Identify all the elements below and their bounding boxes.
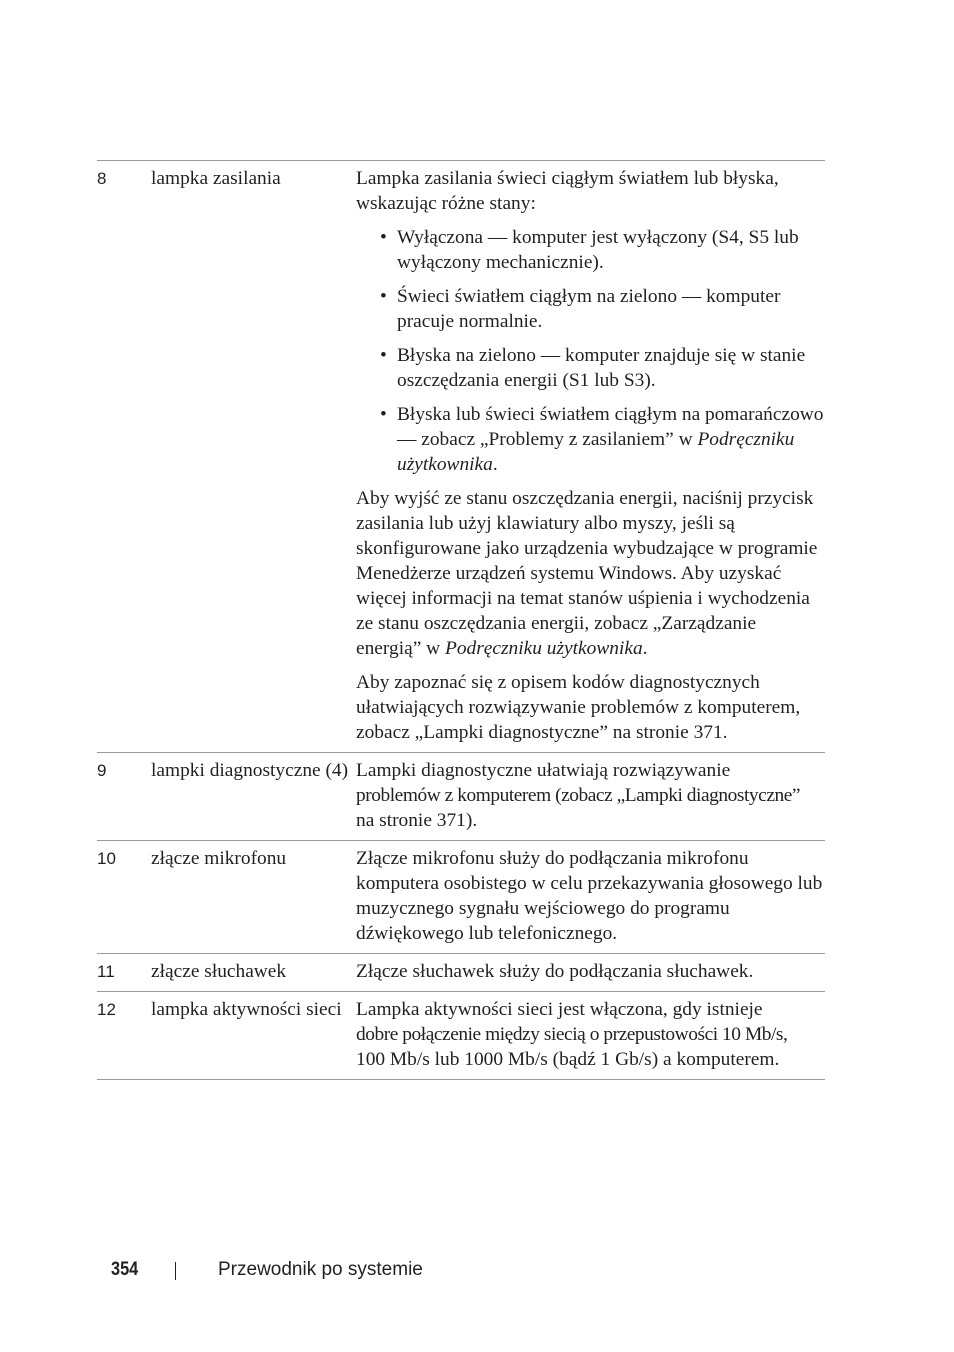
- item-description: Lampka aktywności sieci jest włączona, gdy istnieje dobre połączenie między siecią o przepustowości 10 Mb/s, 100 Mb/s lub 1000 Mb/s (bądź 1 Gb/s) a komputerem.: [356, 999, 788, 1070]
- item-number: 9: [97, 761, 107, 780]
- table-row: [97, 954, 825, 992]
- item-description: Złącze słuchawek służy do podłączania słuchawek.: [356, 961, 754, 982]
- bullet-icon: •: [380, 404, 387, 425]
- list-item: • Świeci światłem ciągłym na zielono — komputer pracuje normalnie.: [380, 286, 781, 332]
- page-number: 354: [111, 1259, 139, 1280]
- item-name: lampka aktywności sieci: [151, 999, 342, 1020]
- table-row: [97, 992, 825, 1080]
- description-paragraph: Aby wyjść ze stanu oszczędzania energii, naciśnij przycisk zasilania lub użyj klawiatury albo myszy, jeśli są skonfigurowane jako urządzenia wybudzające w programie Menedżerze urządzeń systemu Windows. Aby uzyskać więcej informacji na temat stanów uśpienia i wychodzenia ze stanu oszczędzania energii, zobacz „Zarządzanie energią” w Podręczniku użytkownika.: [356, 488, 818, 659]
- bullet-icon: •: [380, 345, 387, 366]
- bullet-icon: •: [380, 227, 387, 248]
- list-item: • Wyłączona — komputer jest wyłączony (S4, S5 lub wyłączony mechanicznie).: [380, 227, 799, 273]
- bullet-icon: •: [380, 286, 387, 307]
- item-name: złącze słuchawek: [151, 961, 287, 982]
- manual-reference: Podręczniku użytkownika: [445, 638, 643, 659]
- item-description: Złącze mikrofonu służy do podłączania mikrofonu komputera osobistego w celu przekazywania głosowego lub muzycznego sygnału wejściowego do programu dźwiękowego lub telefonicznego.: [356, 848, 823, 944]
- table-row: [97, 753, 825, 841]
- item-number: 8: [97, 169, 107, 188]
- list-item: • Błyska lub świeci światłem ciągłym na pomarańczowo — zobacz „Problemy z zasilaniem” w Podręczniku użytkownika.: [380, 404, 824, 475]
- page-footer: [0, 1258, 954, 1288]
- item-number: 12: [97, 1000, 116, 1019]
- item-name: złącze mikrofonu: [151, 848, 287, 869]
- item-name: lampki diagnostyczne (4): [151, 760, 349, 781]
- description-intro: Lampka zasilania świeci ciągłym światłem lub błyska, wskazując różne stany:: [356, 168, 779, 214]
- status-list: [356, 225, 825, 477]
- table-row: [97, 161, 825, 753]
- item-number: 11: [97, 962, 115, 981]
- table-row: [97, 841, 825, 954]
- footer-divider: [175, 1262, 176, 1280]
- item-number: 10: [97, 849, 116, 868]
- list-item: • Błyska na zielono — komputer znajduje się w stanie oszczędzania energii (S1 lub S3).: [380, 345, 806, 391]
- manual-reference: Podręczniku użytkownika: [397, 429, 795, 475]
- description-paragraph: Aby zapoznać się z opisem kodów diagnostycznych ułatwiających rozwiązywanie problemów z komputerem, zobacz „Lampki diagnostyczne” na stronie 371.: [356, 672, 801, 743]
- item-description: Lampki diagnostyczne ułatwiają rozwiązywanie problemów z komputerem (zobacz „Lampki diagnostyczne” na stronie 371).: [356, 760, 801, 831]
- component-table: [97, 160, 825, 1080]
- document-title: Przewodnik po systemie: [218, 1259, 423, 1280]
- item-description: [356, 161, 825, 753]
- item-name: lampka zasilania: [151, 168, 281, 189]
